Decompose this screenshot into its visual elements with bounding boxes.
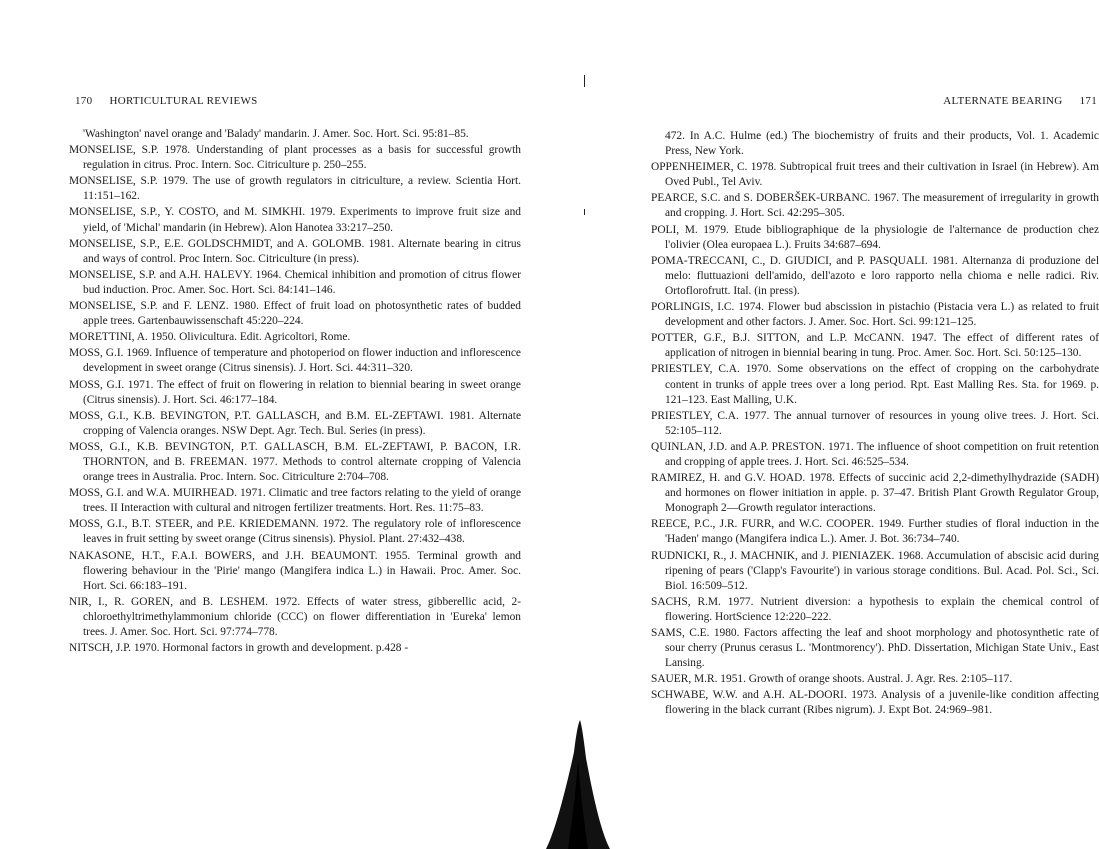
left-running-title: HORTICULTURAL REVIEWS: [109, 95, 258, 107]
reference-entry: MOSS, G.I., K.B. BEVINGTON, P.T. GALLASCH, B.M. EL-ZEFTAWI, P. BACON, I.R. THORNTON, and B. FREEMAN. 1977. Methods to control alternate cropping of Valencia orange trees in Australia. Proc. Intern. Soc. Citriculture 2:704–708.: [69, 440, 521, 484]
reference-entry: MORETTINI, A. 1950. Olivicultura. Edit. Agricoltori, Rome.: [69, 331, 351, 344]
reference-entry: NIR, I., R. GOREN, and B. LESHEM. 1972. Effects of water stress, gibberellic acid, 2-chloroethyltrimethylammonium chloride (CCC) on flower differentiation in 'Eureka' lemon trees. J. Amer. Soc. Hort. Sci. 97:774–778.: [69, 595, 521, 638]
right-running-title: ALTERNATE BEARING: [943, 95, 1063, 107]
right-reference-list: [651, 129, 1099, 720]
reference-entry: PRIESTLEY, C.A. 1977. The annual turnover of resources in young olive trees. J. Hort. Sci. 52:105–112.: [651, 409, 1099, 437]
right-page: [551, 0, 1099, 849]
reference-entry: SCHWABE, W.W. and A.H. AL-DOORI. 1973. Analysis of a juvenile-like condition affecting flowering in the black currant (Ribes nigrum). J. Expt Bot. 24:969–981.: [651, 689, 1099, 717]
reference-entry: MONSELISE, S.P. 1978. Understanding of plant processes as a basis for successful growth regulation in citrus. Proc. Intern. Soc. Citriculture p. 250–255.: [69, 144, 521, 172]
reference-entry: PORLINGIS, I.C. 1974. Flower bud abscission in pistachio (Pistacia vera L.) as related to fruit development and other factors. J. Amer. Soc. Hort. Sci. 99:121–125.: [651, 301, 1099, 329]
reference-entry: SACHS, R.M. 1977. Nutrient diversion: a hypothesis to explain the chemical control of flowering. HortScience 12:220–222.: [651, 595, 1099, 623]
reference-entry: MOSS, G.I. and W.A. MUIRHEAD. 1971. Climatic and tree factors relating to the yield of orange trees. II Interaction with cultural and nitrogen fertilizer treatments. Hort. Res. 11:75–83.: [69, 487, 521, 515]
reference-entry: MONSELISE, S.P., E.E. GOLDSCHMIDT, and A. GOLOMB. 1981. Alternate bearing in citrus and ways of control. Proc Intern. Soc. Citriculture (in press).: [69, 237, 521, 265]
left-page-number: 170: [75, 95, 93, 107]
reference-entry: NAKASONE, H.T., F.A.I. BOWERS, and J.H. BEAUMONT. 1955. Terminal growth and flowering behaviour in the 'Pirie' mango (Mangifera indica L.) in Hawaii. Proc. Amer. Soc. Hort. Sci. 66:183–191.: [69, 549, 521, 592]
reference-entry: MONSELISE, S.P. and F. LENZ. 1980. Effect of fruit load on photosynthetic rates of budded apple trees. Gartenbauwissenschaft 45:220–224.: [69, 300, 521, 328]
reference-entry: SAUER, M.R. 1951. Growth of orange shoots. Austral. J. Agr. Res. 2:105–117.: [651, 673, 1013, 686]
reference-entry: MOSS, G.I. 1971. The effect of fruit on flowering in relation to biennial bearing in sweet orange (Citrus sinensis). J. Hort. Sci. 46:177–184.: [69, 378, 521, 406]
left-page: [0, 0, 548, 849]
left-reference-list: [69, 127, 521, 657]
reference-entry: SAMS, C.E. 1980. Factors affecting the leaf and shoot morphology and photosynthetic rate of sour cherry (Prunus cerasus L. 'Montmorency'). PhD. Dissertation, Michigan State Univ., East Lansing.: [651, 627, 1099, 670]
reference-entry: NITSCH, J.P. 1970. Hormonal factors in growth and development. p.428 -: [69, 642, 409, 655]
reference-entry: RAMIREZ, H. and G.V. HOAD. 1978. Effects of succinic acid 2,2-dimethylhydrazide (SADH) and hormones on flower initiation in apple. p. 37–47. British Plant Growth Regulator Group, Monograph 2—Growth regulator interactions.: [651, 472, 1099, 515]
reference-entry: OPPENHEIMER, C. 1978. Subtropical fruit trees and their cultivation in Israel (in Hebrew). Am Oved Publ., Tel Aviv.: [651, 161, 1099, 189]
reference-entry: MONSELISE, S.P. and A.H. HALEVY. 1964. Chemical inhibition and promotion of citrus flower bud induction. Proc. Amer. Soc. Hort. Sci. 84:141–146.: [69, 268, 521, 296]
reference-entry: 'Washington' navel orange and 'Balady' mandarin. J. Amer. Soc. Hort. Sci. 95:81–85.: [83, 128, 469, 140]
reference-entry: MOSS, G.I. 1969. Influence of temperature and photoperiod on flower induction and inflorescence development in sweet orange (Citrus sinensis). J. Hort. Sci. 44:311–320.: [69, 347, 521, 375]
reference-entry: PRIESTLEY, C.A. 1970. Some observations on the effect of cropping on the carbohydrate content in trunks of apple trees over a long period. Rpt. East Malling Res. Sta. for 1969. p. 121–123. East Malling, U.K.: [651, 363, 1099, 406]
reference-entry: 472. In A.C. Hulme (ed.) The biochemistry of fruits and their products, Vol. 1. Academic Press, New York.: [665, 130, 1099, 158]
left-running-head: [75, 95, 258, 107]
right-page-number: 171: [1079, 95, 1097, 107]
reference-entry: MOSS, G.I., K.B. BEVINGTON, P.T. GALLASCH, and B.M. EL-ZEFTAWI. 1981. Alternate cropping of Valencia oranges. NSW Dept. Agr. Tech. Bul. Series (in press).: [69, 409, 521, 437]
reference-entry: POTTER, G.F., B.J. SITTON, and L.P. McCANN. 1947. The effect of different rates of application of nitrogen in biennial bearing in tung. Proc. Amer. Soc. Hort. Sci. 50:125–130.: [651, 332, 1099, 360]
reference-entry: QUINLAN, J.D. and A.P. PRESTON. 1971. The influence of shoot competition on fruit retention and cropping of apple trees. J. Hort. Sci. 46:525–534.: [651, 440, 1099, 468]
reference-entry: POMA-TRECCANI, C., D. GIUDICI, and P. PASQUALI. 1981. Alternanza di produzione del melo: fluttuazioni dell'amido, dell'azoto e loro rapporto nella chioma e nelle radici. Riv. Ortoflorofrutt. Ital. (in press).: [651, 254, 1099, 297]
right-running-head: [943, 95, 1097, 107]
reference-entry: PEARCE, S.C. and S. DOBERŠEK-URBANC. 1967. The measurement of irregularity in growth and cropping. J. Hort. Sci. 42:295–305.: [651, 192, 1099, 220]
reference-entry: RUDNICKI, R., J. MACHNIK, and J. PIENIAZEK. 1968. Accumulation of abscisic acid during ripening of pears ('Clapp's Favourite') in various storage conditions. Bul. Acad. Pol. Sci., Sci. Biol. 16:509–512.: [651, 549, 1099, 592]
reference-entry: MOSS, G.I., B.T. STEER, and P.E. KRIEDEMANN. 1972. The regulatory role of inflorescence leaves in fruit setting by sweet orange (Citrus sinensis). Physiol. Plant. 27:432–438.: [69, 518, 521, 546]
reference-entry: MONSELISE, S.P., Y. COSTO, and M. SIMKHI. 1979. Experiments to improve fruit size and yield, of 'Michal' mandarin (in Hebrew). Alon Hanotea 33:217–250.: [69, 206, 521, 234]
reference-entry: POLI, M. 1979. Etude bibliographique de la physiologie de l'alternance de production chez l'olivier (Olea europaea L.). Fruits 34:687–694.: [651, 223, 1099, 251]
reference-entry: REECE, P.C., J.R. FURR, and W.C. COOPER. 1949. Further studies of floral induction in the 'Haden' mango (Mangifera indica L.). Amer. J. Bot. 36:734–740.: [651, 518, 1099, 546]
reference-entry: MONSELISE, S.P. 1979. The use of growth regulators in citriculture, a review. Scientia Hort. 11:151–162.: [69, 175, 521, 203]
